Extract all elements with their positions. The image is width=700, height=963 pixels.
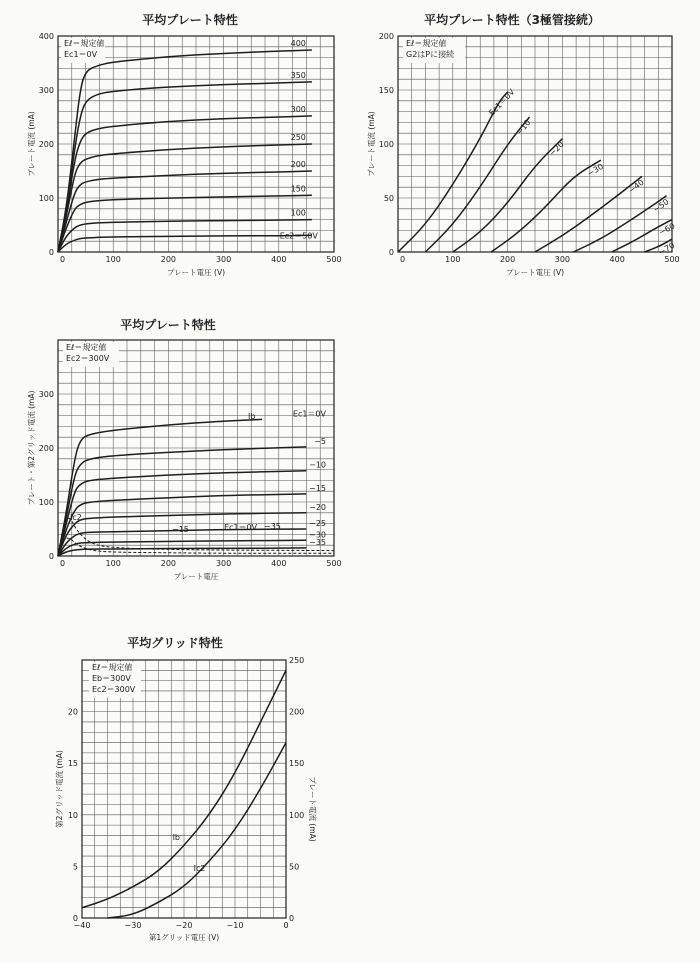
y-tick-label: 5 <box>72 862 78 872</box>
y-right-tick-label: 150 <box>289 759 305 769</box>
x-tick-label: 300 <box>215 255 232 264</box>
chart-title: 平均プレート特性 <box>120 318 216 332</box>
x-tick-label: 300 <box>215 559 232 568</box>
x-tick-label: 400 <box>271 255 287 264</box>
condition-text: Ec1＝0V <box>64 50 98 59</box>
x-axis-label: 第1グリッド電圧 (V) <box>148 933 220 942</box>
series-label: Ec2＝50V <box>279 231 318 241</box>
chart-panel-2 <box>366 12 680 277</box>
y-tick-label: 0 <box>388 248 394 257</box>
x-tick-label: −30 <box>124 921 142 930</box>
y-right-tick-label: 50 <box>289 862 300 872</box>
x-tick-label: 0 <box>60 559 66 568</box>
series-label: −20 <box>547 139 566 158</box>
x-tick-label: 400 <box>609 255 625 264</box>
condition-text: Eℓ＝規定値 <box>92 663 133 672</box>
x-tick-label: 500 <box>326 255 342 264</box>
y-axis-label: 第2グリッド電流 (mA) <box>55 750 64 828</box>
y-axis-label: プレート電流 (mA) <box>27 111 36 177</box>
x-tick-label: 200 <box>160 255 177 264</box>
series-label: 100 <box>290 208 306 218</box>
annotation: −15 <box>172 525 189 534</box>
y-axis-label: プレート・第2グリッド電流 (mA) <box>27 390 36 506</box>
condition-text: Eb＝300V <box>92 674 131 683</box>
y-tick-label: 100 <box>38 194 54 203</box>
series-label: −70 <box>657 240 677 258</box>
x-tick-label: 0 <box>400 255 406 264</box>
series-line <box>58 82 312 252</box>
series-label: −15 <box>309 483 326 493</box>
condition-text: Eℓ＝規定値 <box>66 343 107 352</box>
conditions-box <box>89 662 141 698</box>
chart-panel-4 <box>54 635 318 942</box>
series-line <box>58 235 312 252</box>
series-label: Ic2 <box>193 864 206 874</box>
y-axis-label: プレート電流 (mA) <box>367 111 376 177</box>
series-label: −5 <box>314 436 326 446</box>
chart-panel-1 <box>26 12 342 277</box>
y-right-tick-label: 100 <box>289 810 305 820</box>
series-label: −30 <box>585 161 606 179</box>
x-tick-label: 500 <box>664 255 680 264</box>
y-tick-label: 15 <box>67 759 78 769</box>
series-line <box>58 419 262 556</box>
series-line <box>58 171 312 252</box>
series-line <box>425 117 529 252</box>
series-label: −30 <box>309 530 326 540</box>
series-label: Ib <box>172 832 180 842</box>
x-axis-label: プレート電圧 (V) <box>505 268 565 277</box>
series-line <box>573 196 666 252</box>
x-tick-label: −40 <box>73 921 91 930</box>
series-label: Ec1＝0V <box>487 87 517 118</box>
y-tick-label: 300 <box>38 390 54 399</box>
y-tick-label: 150 <box>378 86 394 95</box>
y-right-tick-label: 250 <box>289 656 305 665</box>
x-tick-label: 500 <box>326 559 342 568</box>
y-right-tick-label: 200 <box>289 707 305 717</box>
x-tick-label: 200 <box>160 559 177 568</box>
x-tick-label: 100 <box>445 255 461 264</box>
y-tick-label: 0 <box>48 248 54 257</box>
x-tick-label: 200 <box>499 255 516 264</box>
y-tick-label: 200 <box>38 140 54 149</box>
y-tick-label: 200 <box>38 444 54 453</box>
series-label: −50 <box>651 197 671 215</box>
chart-title: 平均グリッド特性 <box>127 636 223 650</box>
series-label: −35 <box>309 537 326 547</box>
y-right-tick-label: 0 <box>289 914 295 923</box>
chart-title: 平均プレート特性 <box>142 13 238 27</box>
x-axis-label: プレート電圧 <box>173 572 219 581</box>
condition-text: Eℓ＝規定値 <box>64 39 105 48</box>
series-label: −60 <box>657 221 677 238</box>
y-tick-label: 400 <box>38 32 54 41</box>
x-tick-label: 100 <box>105 559 121 568</box>
series-label: 200 <box>290 160 306 169</box>
y-axis-label-right: プレート電流 (mA) <box>308 776 317 842</box>
y-tick-label: 200 <box>378 32 394 41</box>
series-label: −40 <box>626 177 646 196</box>
y-tick-label: 50 <box>383 194 394 203</box>
series-label: Ec1＝0V <box>292 409 326 419</box>
conditions-box <box>403 38 465 63</box>
y-tick-label: 300 <box>38 86 54 95</box>
chart-title: 平均プレート特性（3極管接続） <box>424 13 600 27</box>
annotation: −35 <box>264 522 281 531</box>
x-tick-label: 400 <box>271 559 287 568</box>
series-label: −25 <box>309 519 326 528</box>
annotation: Ib <box>248 412 256 421</box>
series-label: 400 <box>290 39 306 49</box>
x-tick-label: 0 <box>283 921 289 930</box>
conditions-box <box>61 38 105 63</box>
condition-text: Ec2＝300V <box>66 354 110 363</box>
x-tick-label: −20 <box>175 921 193 930</box>
series-line <box>58 116 312 252</box>
series-label: −10 <box>309 460 326 470</box>
y-tick-label: 100 <box>378 140 394 149</box>
annotation: Ic2 <box>70 513 82 522</box>
y-tick-label: 0 <box>72 914 78 923</box>
x-axis-label: プレート電圧 (V) <box>166 268 226 277</box>
x-tick-label: −10 <box>226 921 244 930</box>
series-label: −20 <box>309 502 326 512</box>
annotation: Ec1＝0V <box>224 523 258 532</box>
condition-text: Ec2＝300V <box>92 685 136 694</box>
x-tick-label: 0 <box>60 255 66 264</box>
chart-panel-3 <box>26 317 342 581</box>
series-label: 150 <box>290 184 306 194</box>
condition-text: G2はPに接続 <box>406 50 455 59</box>
series-label: 300 <box>290 104 306 114</box>
y-tick-label: 10 <box>67 810 78 820</box>
x-tick-label: 100 <box>105 255 121 264</box>
series-label: −10 <box>514 118 533 137</box>
series-label: 350 <box>290 70 306 80</box>
grid <box>82 660 286 918</box>
y-tick-label: 100 <box>38 498 54 507</box>
series-label: 250 <box>290 133 306 142</box>
y-tick-label: 20 <box>67 707 78 717</box>
y-tick-label: 0 <box>48 552 54 561</box>
x-tick-label: 300 <box>554 255 571 264</box>
condition-text: Eℓ＝規定値 <box>406 39 447 48</box>
conditions-box <box>63 342 119 367</box>
